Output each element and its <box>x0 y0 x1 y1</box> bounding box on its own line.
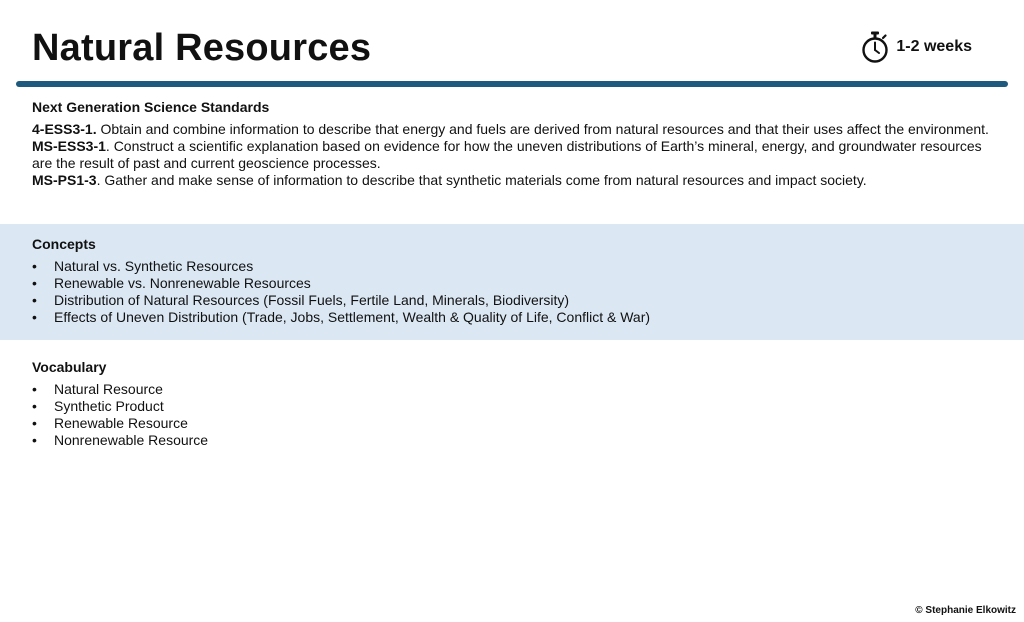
standard-code: 4-ESS3-1. <box>32 121 97 137</box>
list-item: • Distribution of Natural Resources (Fossil Fuels, Fertile Land, Minerals, Biodiversity) <box>32 292 570 308</box>
standard-text: . Gather and make sense of information to describe that synthetic materials come from natural resources and impact society. <box>96 172 867 188</box>
standard-code: MS-PS1-3 <box>32 172 97 188</box>
standard-item <box>32 172 1004 189</box>
standard-code: MS-ESS3-1 <box>32 138 106 154</box>
header-divider <box>16 81 1008 87</box>
concepts-section <box>0 224 1024 340</box>
standards-section <box>0 97 1024 189</box>
standard-item <box>32 138 1004 172</box>
vocabulary-list <box>32 381 1004 449</box>
vocabulary-term: Synthetic Product <box>54 398 164 414</box>
stopwatch-icon <box>860 30 890 64</box>
standard-text: . Construct a scientific explanation based on evidence for how the uneven distributions of Earth’s mineral, energy, and groundwater resources are the result of past and current geoscience processes. <box>32 138 982 171</box>
list-item: • Synthetic Product <box>32 398 164 414</box>
page-title: Natural Resources <box>32 27 372 69</box>
standards-heading: Next Generation Science Standards <box>32 99 270 115</box>
copyright-notice: © Stephanie Elkowitz <box>915 605 1016 616</box>
list-item: • Effects of Uneven Distribution (Trade, Jobs, Settlement, Wealth & Quality of Life, Conflict & War) <box>32 309 651 325</box>
vocabulary-term: Nonrenewable Resource <box>54 432 209 448</box>
vocabulary-section <box>0 357 1024 449</box>
concepts-list <box>32 258 1004 326</box>
standard-text: Obtain and combine information to describe that energy and fuels are derived from natural resources and that their uses affect the environment. <box>96 121 989 137</box>
concept-label: Distribution of Natural Resources (Fossil Fuels, Fertile Land, Minerals, Biodiversity) <box>54 292 570 308</box>
vocabulary-term: Renewable Resource <box>54 415 188 431</box>
vocabulary-term: Natural Resource <box>54 381 163 397</box>
list-item: • Natural Resource <box>32 381 163 397</box>
concept-label: Effects of Uneven Distribution (Trade, Jobs, Settlement, Wealth & Quality of Life, Conflict & War) <box>54 309 651 325</box>
vocabulary-heading: Vocabulary <box>32 359 107 375</box>
list-item: • Renewable vs. Nonrenewable Resources <box>32 275 311 291</box>
list-item: • Nonrenewable Resource <box>32 432 209 448</box>
list-item: • Renewable Resource <box>32 415 188 431</box>
concept-label: Renewable vs. Nonrenewable Resources <box>54 275 311 291</box>
duration-badge <box>860 30 972 64</box>
list-item: • Natural vs. Synthetic Resources <box>32 258 254 274</box>
standard-item <box>32 121 1004 138</box>
concepts-heading: Concepts <box>32 236 96 252</box>
duration-label: 1-2 weeks <box>896 38 972 55</box>
concept-label: Natural vs. Synthetic Resources <box>54 258 254 274</box>
